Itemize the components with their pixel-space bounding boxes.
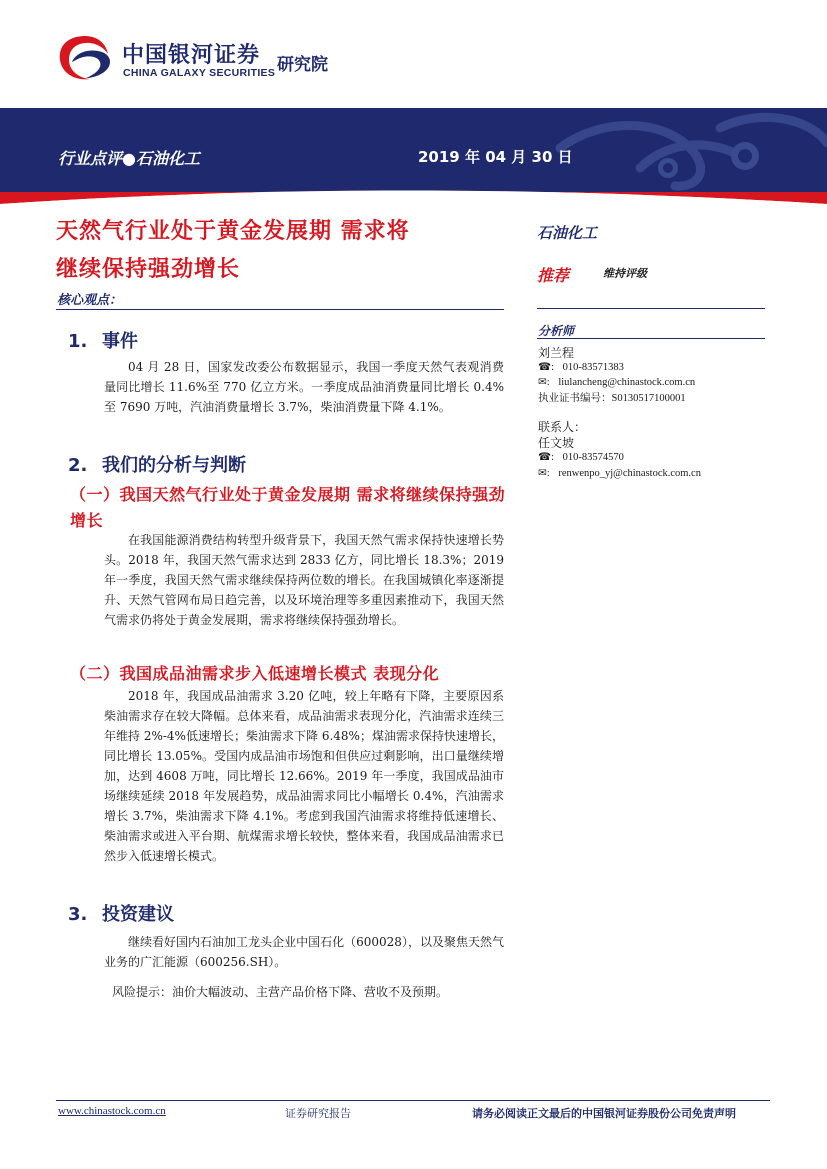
subsection-1-paragraph: 在我国能源消费结构转型升级背景下，我国天然气需求保持快速增长势头。2018 年，我国天然气需求达到 2833 亿方，同比增长 18.3%；2019 年一季度，我国天然气需求继续保持两位数的增长。在我国城镇化率逐渐提升、天然气管网布局日趋完善，以及环境治理等多重因素推动下，我国天然气需求仍将处于黄金发展期，需求将继续保持强劲增长。 (104, 533, 504, 627)
subsection-2-heading: （二）我国成品油需求步入低速增长模式 表现分化 (70, 664, 440, 683)
brand-name-cn: 中国银河证券 (122, 43, 261, 68)
contact-heading: 联系人： (538, 420, 587, 434)
risk-warning: 风险提示：油价大幅波动、主营产品价格下降、营收不及预期。 (112, 985, 449, 999)
section-3-heading (68, 900, 174, 926)
report-type: 行业点评●石油化工 (58, 149, 200, 168)
section-3-title: 投资建议 (102, 904, 174, 925)
report-date: 2019 年 04 月 30 日 (418, 148, 573, 166)
report-title (56, 213, 506, 289)
section-3-number: 3. (68, 904, 88, 925)
subsection-2-paragraph: 2018 年，我国成品油需求 3.20 亿吨，较上年略有下降，主要原因系柴油需求存在较大降幅。总体来看，成品油需求表现分化，汽油需求连续三年维持 2%-4%低速增长；柴油需求下降 6.48%；煤油需求保持快速增长，同比增长 13.05%。受国内成品油市场饱和但供应过剩影响，出口量继续增加，达到 4608 万吨，同比增长 12.66%。2019 年一季度，我国成品油市场继续延续 2018 年发展趋势，成品油需求同比小幅增长 0.4%，汽油需求增长 3.7%，柴油需求下降 4.1%。考虑到我国汽油需求将维持低速增长、柴油需求或进入平台期、航煤需求增长较快，整体来看，我国成品油需求已然步入低速增长模式。 (104, 689, 504, 863)
footer-divider (56, 1100, 770, 1101)
section-2-title: 我们的分析与判断 (102, 455, 246, 476)
contact-email[interactable]: renwenpo_yj@chinastock.com.cn (558, 468, 701, 479)
section-1-heading (68, 327, 138, 353)
footer-disclaimer: 请务必阅读正文最后的中国银河证券股份公司免责声明 (472, 1107, 736, 1120)
divider (56, 309, 504, 310)
section-1-number: 1. (68, 331, 88, 352)
analyst-phone: 010-83571383 (562, 362, 624, 373)
phone-icon: ☎: (538, 362, 554, 373)
analyst-email-row (538, 376, 695, 388)
contact-phone-row (538, 451, 624, 463)
section-3-paragraph: 继续看好国内石油加工龙头企业中国石化（600028），以及聚焦天然气业务的广汇能源（600256.SH）。 (104, 935, 504, 969)
footer-website-link[interactable]: www.chinastock.com.cn (58, 1105, 166, 1117)
section-2-number: 2. (68, 455, 88, 476)
analyst-heading: 分析师 (538, 324, 575, 338)
analyst-name: 刘兰程 (538, 346, 575, 360)
email-icon: ✉: (538, 377, 550, 388)
analyst-license: 执业证书编号：S0130517100001 (538, 393, 686, 404)
section-2-heading (68, 451, 246, 477)
email-icon: ✉: (538, 468, 550, 479)
footer-report-type: 证券研究报告 (285, 1107, 351, 1120)
contact-email-row (538, 467, 701, 479)
recommendation: 推荐 (537, 266, 570, 285)
sidebar-industry: 石油化工 (537, 224, 598, 242)
section-1-title: 事件 (102, 331, 138, 352)
institute-label: 研究院 (277, 55, 328, 75)
contact-phone: 010-83574570 (562, 452, 624, 463)
analyst-email[interactable]: liulancheng@chinastock.com.cn (558, 377, 696, 388)
contact-name: 任文坡 (538, 436, 575, 450)
phone-icon: ☎: (538, 452, 554, 463)
analyst-phone-row (538, 361, 624, 373)
report-title-line2: 继续保持强劲增长 (56, 257, 241, 282)
section-1-paragraph: 04 月 28 日，国家发改委公布数据显示，我国一季度天然气表观消费量同比增长 11.6%至 770 亿立方米。一季度成品油消费量同比增长 0.4%至 7690 万吨，汽油消费量增长 3.7%，柴油消费量下降 4.1%。 (104, 360, 504, 414)
sidebar-divider (537, 338, 765, 339)
subsection-1-heading: （一）我国天然气行业处于黄金发展期 需求将继续保持强劲增长 (70, 485, 506, 530)
sidebar-divider (537, 308, 765, 309)
core-viewpoint-label: 核心观点： (57, 293, 123, 308)
report-title-line1: 天然气行业处于黄金发展期 需求将 (56, 219, 410, 244)
brand-name-en: CHINA GALAXY SECURITIES (123, 67, 276, 79)
galaxy-logo-icon (56, 34, 114, 82)
rating-status: 维持评级 (603, 267, 647, 280)
